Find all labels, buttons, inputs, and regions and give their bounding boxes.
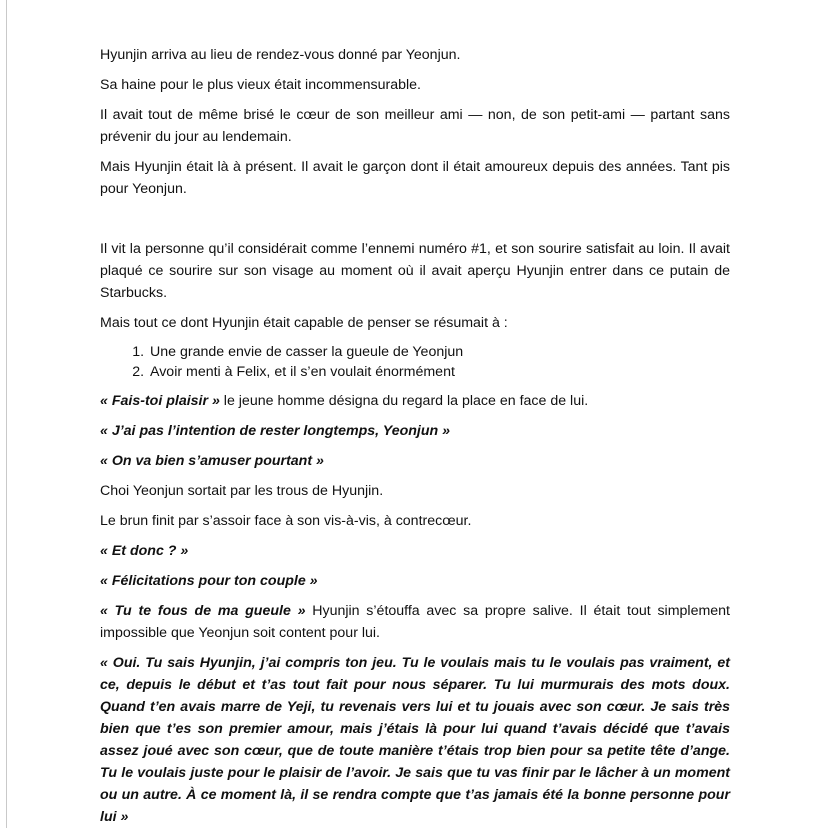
- paragraph-12: « Et donc ? »: [100, 543, 189, 559]
- paragraph-3: Il avait tout de même brisé le cœur de son meilleur ami — non, de son petit-ami — partant sans prévenir du jour au lendemain.: [100, 107, 730, 145]
- dialogue-quote: « Fais-toi plaisir »: [100, 393, 220, 409]
- paragraph-2: Sa haine pour le plus vieux était incommensurable.: [100, 77, 421, 93]
- numbered-list: [100, 342, 730, 382]
- narration-text: le jeune homme désigna du regard la place en face de lui.: [219, 393, 589, 409]
- paragraph-8: « J’ai pas l’intention de rester longtemps, Yeonjun »: [100, 423, 451, 439]
- dialogue-quote: « Tu te fous de ma gueule »: [100, 603, 306, 619]
- paragraph-11: Le brun finit par s’assoir face à son vis-à-vis, à contrecœur.: [100, 513, 472, 529]
- paragraph-9: « On va bien s’amuser pourtant »: [100, 453, 324, 469]
- paragraph-5: Il vit la personne qu’il considérait comme l’ennemi numéro #1, et son sourire satisfait au loin. Il avait plaqué ce sourire sur son visage au moment où il avait aperçu Hyunjin entrer dans ce putain de Starbucks.: [100, 241, 730, 301]
- page-edge-line: [6, 0, 7, 828]
- paragraph-10: Choi Yeonjun sortait par les trous de Hyunjin.: [100, 483, 384, 499]
- document-body: [100, 44, 730, 828]
- paragraph-14: [100, 600, 730, 644]
- list-item: 1. Une grande envie de casser la gueule de Yeonjun: [148, 342, 730, 362]
- paragraph-15: « Oui. Tu sais Hyunjin, j’ai compris ton jeu. Tu le voulais mais tu le voulais pas vraiment, et ce, depuis le début et t’as tout fait pour nous séparer. Tu lui murmurais des mots doux. Quand t’en avais marre de Yeji, tu revenais vers lui et tu jouais avec son cœur. Je sais très bien que t’es son premier amour, mais j’étais là pour lui quand t’avais décidé que t’avais assez joué avec son cœur, que de toute manière t’étais trop bien pour sa petite tête d’ange. Tu le voulais juste pour le plaisir de l’avoir. Je sais que tu vas finir par le lâcher à un moment ou un autre. À ce moment là, il se rendra compte que t’as jamais été la bonne personne pour lui »: [100, 655, 730, 825]
- paragraph-13: « Félicitations pour ton couple »: [100, 573, 318, 589]
- narration-text: Hyunjin s’étouffa avec sa propre salive. Il était tout simplement impossible que Yeonjun soit content pour lui.: [100, 603, 730, 641]
- paragraph-1: Hyunjin arriva au lieu de rendez-vous donné par Yeonjun.: [100, 47, 461, 63]
- list-item: 2. Avoir menti à Felix, et il s’en voulait énormément: [148, 362, 730, 382]
- paragraph-6: Mais tout ce dont Hyunjin était capable de penser se résumait à :: [100, 315, 508, 331]
- paragraph-4: Mais Hyunjin était là à présent. Il avait le garçon dont il était amoureux depuis des années. Tant pis pour Yeonjun.: [100, 159, 730, 197]
- paragraph-7: [100, 390, 730, 412]
